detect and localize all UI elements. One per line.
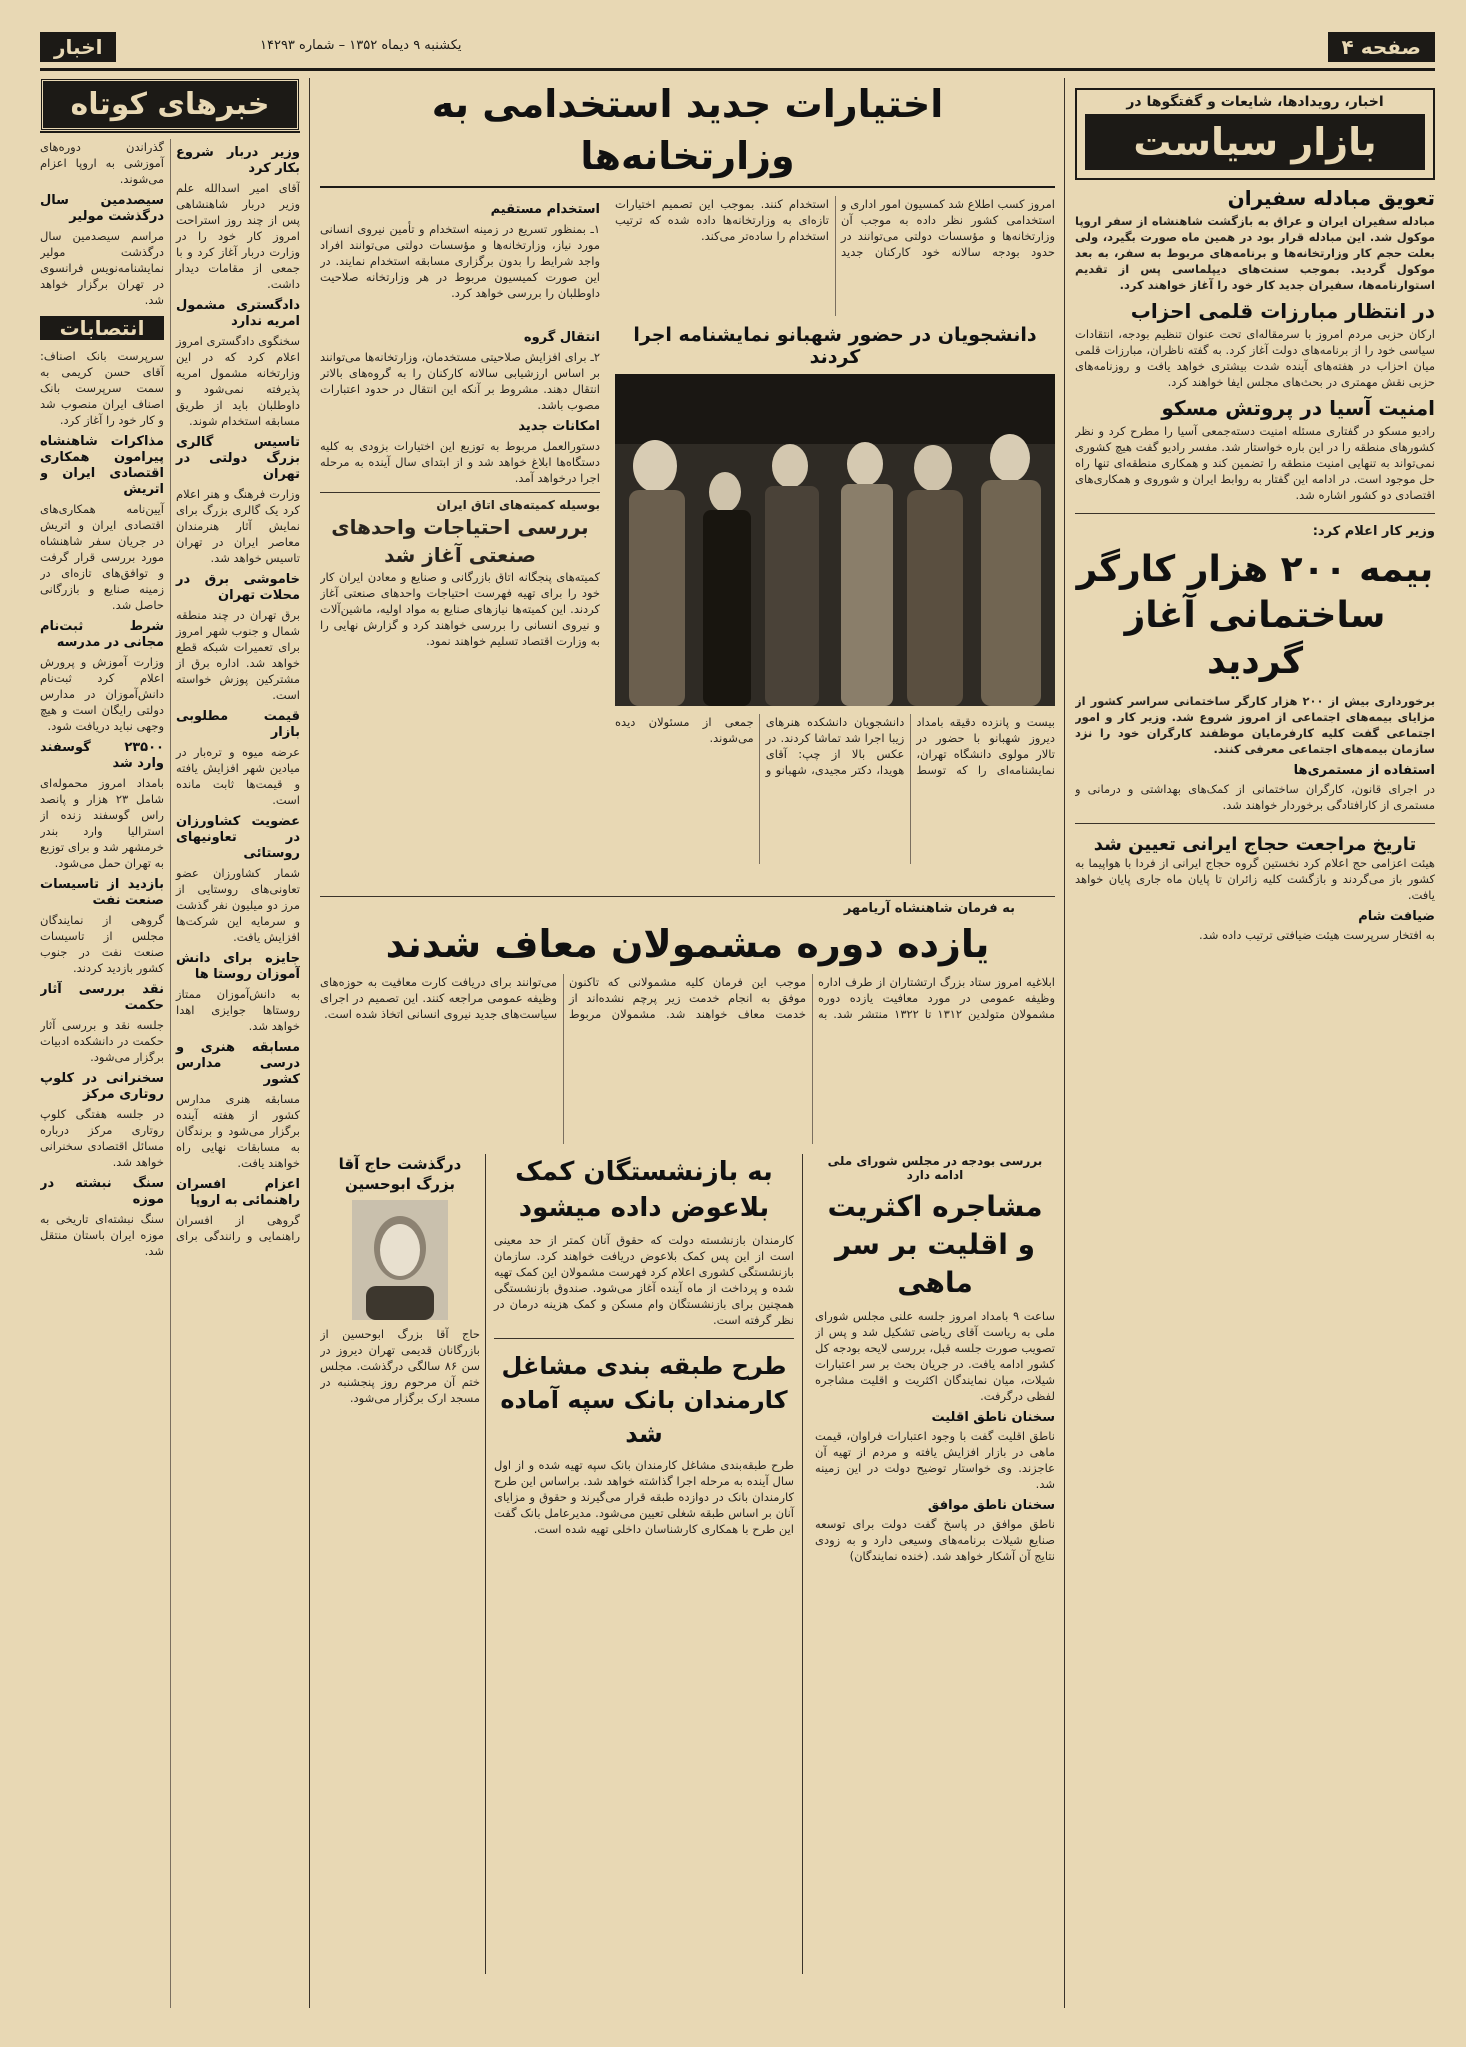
- retire-body: کارمندان بازنشسته دولت که حقوق آنان کمتر از حد معینی است از این پس کمک بلاعوض دریافت خواهند کرد. سازمان بازنشستگی کشوری اعلام کرد فهرست مشمولان این کمک تهیه شده و پرداخت از ماه آینده آغاز می‌شود. صندوق بازنشستگی همچنین برای بازنشستگان وام مسکن و کمک هزینه درمان در نظر گرفته است.: [494, 1233, 794, 1327]
- union-kicker: بوسیله کمیته‌های اتاق ایران: [436, 498, 600, 512]
- budget-sub2: سخنان ناطق موافق: [927, 1498, 1055, 1513]
- workers-headline: بیمه ۲۰۰ هزار کارگر ساختمانی آغاز گردید: [1076, 549, 1434, 682]
- short-item-title: مذاکرات شاهنشاه پیرامون همکاری اقتصادی ایران و اتریش: [40, 434, 164, 497]
- hajj-headline: تاریخ مراجعت حجاج ایرانی تعیین شد: [1093, 834, 1417, 855]
- short-item-body: جلسه نقد و بررسی آثار حکمت در دانشکده ادبیات برگزار می‌شود.: [40, 1018, 164, 1064]
- obit-body: حاج آقا بزرگ ابوحسین از بازرگانان قدیمی تهران دیروز در سن ۸۶ سالگی درگذشت. مجلس ختم آن مرحوم روز پنجشنبه در مسجد ارک برگزار می‌شود.: [320, 1327, 480, 1405]
- short-item: [40, 1071, 164, 1170]
- union-title: بررسی احتیاجات واحدهای صنعتی آغاز شد: [331, 515, 589, 567]
- short-item: [176, 435, 300, 566]
- union-story: [320, 492, 600, 649]
- hajj-h2: ضیافت شام: [1358, 909, 1435, 924]
- portrait-figure: [352, 1200, 448, 1320]
- main-b3: دستورالعمل مربوط به توزیع این اختیارات بزودی به کلیه دستگاه‌ها ابلاغ خواهد شد و از ابتدای سال آینده به مرحله اجرا درخواهد آمد.: [320, 439, 600, 485]
- short-item-body: گروهی از افسران راهنمایی و رانندگی برای گذراندن دوره‌های آموزشی به اروپا اعزام می‌شوند.: [40, 140, 300, 1243]
- short-item: [176, 709, 300, 808]
- bottom-edge: [40, 2010, 1435, 2011]
- short-item: [176, 951, 300, 1034]
- politics-column: [1075, 78, 1435, 2008]
- short-item-title: قیمت مطلوبی بازار: [176, 709, 300, 740]
- short-item-body: وزارت آموزش و پرورش اعلام کرد ثبت‌نام دانش‌آموزان در مدارس دولتی رایگان است و هیچ وجهی نباید دریافت شود.: [40, 655, 164, 733]
- main-sub3: امکانات جدید: [518, 419, 600, 434]
- short-item-body: مراسم سیصدمین سال درگذشت مولیر نمایشنامه‌نویس فرانسوی در تهران برگزار خواهد شد.: [40, 229, 164, 307]
- main-story-cont: [320, 196, 600, 316]
- masthead-bar: [40, 28, 1435, 71]
- budget-sub1: سخنان ناطق اقلیت: [931, 1410, 1055, 1425]
- short-item-title: خاموشی برق در محلات تهران: [176, 572, 300, 603]
- bank-headline: طرح طبقه بندی مشاغل کارمندان بانک سپه آماده شد: [500, 1352, 788, 1448]
- short-item: [40, 982, 164, 1065]
- short-item-title: سخنرانی در کلوپ روتاری مرکز: [40, 1071, 164, 1102]
- date-line: یکشنبه ۹ دیماه ۱۳۵۲ – شماره ۱۴۲۹۳: [260, 38, 462, 53]
- event-photo-figures: [615, 374, 1055, 706]
- short-item-body: مسابقه هنری مدارس کشور از هفته آینده برگزار می‌شود و برندگان به مسابقات نهایی راه خواهند یافت.: [176, 1092, 300, 1170]
- lower-center: [320, 1154, 1055, 1974]
- politics-h2: در انتظار مبارزات قلمی احزاب: [1130, 299, 1435, 323]
- budget-kicker: بررسی بودجه در مجلس شورای ملی ادامه دارد: [827, 1154, 1043, 1182]
- obit-portrait: [352, 1200, 448, 1320]
- budget-story: [815, 1154, 1055, 1974]
- main-b2: ۲ـ برای افزایش صلاحیتی مستخدمان، وزارتخانه‌ها می‌توانند بر اساس ارزشیابی سالانه کارکنان را به گروه‌های بالاتر انتقال دهند. مشروط بر آنکه این انتقال در حدود اعتبارات مصوب باشد.: [320, 350, 600, 412]
- politics-kicker: اخبار، رویدادها، شایعات و گفتگوها در: [1126, 94, 1384, 110]
- center-area: [320, 78, 1055, 2008]
- appointments-title: انتصابات: [40, 316, 164, 340]
- short-item-title: نقد بررسی آثار حکمت: [40, 982, 164, 1013]
- short-item-title: جایزه برای دانش آموزان روستا ها: [176, 951, 300, 982]
- politics-b2: ارکان حزبی مردم امروز با سرمقاله‌ای تحت عنوان تنظیم بودجه، انتقادات سیاسی خود را از برنامه‌های دولت آغاز کرد. به گفته ناظران، مبارزات قلمی میان احزاب در هفته‌های آینده شدت بیشتری خواهد یافت و روزنامه‌های حزبی نقش مهمتری در بحث‌های مجلس ایفا خواهند کرد.: [1075, 327, 1435, 389]
- section-divider: [494, 1338, 794, 1339]
- short-item-body: برق تهران در چند منطقه شمال و جنوب شهر امروز برای تعمیرات شبکه قطع خواهد شد. اداره برق از مشترکین پوزش خواسته است.: [176, 608, 300, 702]
- workers-h2: استفاده از مستمری‌ها: [1293, 763, 1435, 778]
- exempt-headline: یازده دوره مشمولان معاف شدند: [385, 922, 990, 966]
- budget-b2: ناطق موافق در پاسخ گفت دولت برای توسعه صنایع شیلات برنامه‌های وسیعی دارد و به زودی نتایج آن آشکار خواهد شد. (خنده نمایندگان): [815, 1517, 1055, 1563]
- short-item-title: ۲۳۵۰۰ گوسفند وارد شد: [40, 740, 164, 771]
- budget-headline: مشاجره اکثریت و اقلیت بر سر ماهی: [827, 1190, 1043, 1299]
- obit-headline: درگذشت حاج آقا بزرگ ابوحسین: [338, 1155, 462, 1193]
- paper-name: اخبار: [40, 32, 116, 62]
- main-sub1: استخدام مستقیم: [490, 202, 600, 217]
- section-divider: [1075, 823, 1435, 824]
- short-item-title: تاسیس گالری بزرگ دولتی در تهران: [176, 435, 300, 482]
- short-item-body: گروهی از نمایندگان مجلس از تاسیسات صنعت نفت در جنوب کشور بازدید کردند.: [40, 913, 164, 975]
- short-item-title: سیصدمین سال درگذشت مولیر: [40, 193, 164, 224]
- short-news-title: خبرهای کوتاه: [40, 78, 300, 131]
- short-news-column: [40, 78, 300, 2008]
- politics-b1: مبادله سفیران ایران و عراق به بازگشت شاهنشاه از سفر اروپا موکول شد. این مبادله قرار بود در همین ماه صورت بگیرد، ولی بعلت حجم کار وزارتخانه‌ها و برنامه‌های مربوط به سفر، به بعد موکول گردید. بموجب سنت‌های دیپلماسی پس از تقدیم استوارنامه‌ها، سفیران جدید کار خود را آغاز خواهند کرد.: [1075, 214, 1435, 292]
- short-item: [40, 193, 164, 308]
- short-item: [40, 434, 164, 613]
- short-item-body: آقای امیر اسدالله علم وزیر دربار شاهنشاهی پس از چند روز استراحت امروز کار خود را در وزارت دربار آغاز کرد و با جمعی از مقامات دیدار داشت.: [176, 181, 300, 291]
- short-item: [40, 619, 164, 734]
- main-story-top: [615, 196, 1055, 316]
- section-divider: [320, 896, 1055, 897]
- short-item-title: وزیر دربار شروع بکار کرد: [176, 145, 300, 176]
- short-item-title: دادگستری مشمول امریه ندارد: [176, 298, 300, 329]
- main-b1: ۱ـ بمنظور تسریع در زمینه استخدام و تأمین نیروی انسانی مورد نیاز، وزارتخانه‌ها و مؤسسات دولتی می‌توانند افراد واجد شرایط را بدون برگزاری مسابقه استخدام نمایند. در این صورت کمیسیون مربوط در هر وزارتخانه صلاحیت داوطلبان را بررسی خواهد کرد.: [320, 222, 600, 300]
- workers-kicker: وزیر کار اعلام کرد:: [1312, 524, 1435, 539]
- main-intro: امروز کسب اطلاع شد کمسیون امور اداری و استخدامی کشور نظر داده به موجب آن وزارتخانه‌ها و مؤسسات دولتی می‌توانند در حدود بودجه سالانه خود کارکنان جدید استخدام کنند. بموجب این تصمیم اختیارات تازه‌ای به وزارتخانه‌ها داده شده که ترتیب استخدام را ساده‌تر می‌کند.: [615, 197, 1055, 259]
- short-item-body: در جلسه هفتگی کلوپ روتاری مرکز درباره مسائل اقتصادی سخنرانی خواهد شد.: [40, 1107, 164, 1169]
- short-item-body: آیین‌نامه همکاری‌های اقتصادی ایران و اتریش در جریان سفر شاهنشاه مورد بررسی قرار گرفت و توافق‌های تازه‌ای در زمینه صنایع و بازرگانی حاصل شد.: [40, 502, 164, 612]
- union-body: کمیته‌های پنجگانه اتاق بازرگانی و صنایع و معادن ایران کار خود را برای تهیه فهرست احتیاجات واحدهای صنعتی آغاز کردند. این کمیته‌ها نیازهای صنایع به مواد اولیه، ماشین‌آلات و نیروی انسانی را بررسی خواهند کرد و گزارش نهایی را به وزارت اقتصاد تسلیم خواهند نمود.: [320, 570, 600, 648]
- short-item-title: شرط ثبت‌نام مجانی در مدرسه: [40, 619, 164, 650]
- short-item: [40, 1176, 164, 1259]
- short-item-body: سنگ نبشته‌ای تاریخی به موزه ایران باستان منتقل شد.: [40, 1212, 164, 1258]
- short-item: [176, 572, 300, 703]
- event-photo: [615, 374, 1055, 706]
- short-item-body: به دانش‌آموزان ممتاز روستاها جوایزی اهدا خواهد شد.: [176, 987, 300, 1033]
- main-headline: اختیارات جدید استخدامی به وزارتخانه‌ها: [320, 78, 1055, 188]
- section-divider: [1075, 513, 1435, 514]
- bank-body: طرح طبقه‌بندی مشاغل کارمندان بانک سپه تهیه شده و از اول سال آینده به مرحله اجرا گذاشته خواهد شد. براساس این طرح کارمندان بانک در دوازده طبقه قرار می‌گیرند و حقوق و مزایای آنان بر اساس طبقه شغلی تعیین می‌شود. مدیرعامل بانک گفت این طرح با همکاری کارشناسان داخلی تهیه شده است.: [494, 1458, 794, 1536]
- short-item-title: عضویت کشاورزان در تعاونیهای روستائی: [176, 814, 300, 861]
- exempt-kicker: به فرمان شاهنشاه آریامهر: [843, 901, 1015, 916]
- exempt-body-text: ابلاغیه امروز ستاد بزرگ ارتشتاران از طرف اداره وظیفه عمومی در مورد معافیت یازده دوره مشمولان متولدین ۱۳۱۲ تا ۱۳۲۲ منتشر شد. به موجب این فرمان کلیه مشمولانی که تاکنون موفق به انجام خدمت زیر پرچم نشده‌اند از خدمت معاف خواهند شد. مشمولان مربوط می‌توانند برای دریافت کارت معافیت به حوزه‌های وظیفه عمومی مراجعه کنند. این تصمیم در اجرای سیاست‌های جدید نیروی انسانی اتخاذ شده است.: [320, 975, 1055, 1021]
- short-item: [176, 145, 300, 292]
- short-item: [176, 1040, 300, 1171]
- photo-headline: دانشجویان در حضور شهبانو نمایشنامه اجرا کردند: [633, 324, 1037, 368]
- workers-body: برخورداری بیش از ۲۰۰ هزار کارگر ساختمانی سراسر کشور از مزایای بیمه‌های اجتماعی از امروز شروع شد. وزیر کار و امور اجتماعی گفت کلیه کارفرمایان موظفند کارگران خود را نزد سازمان بیمه‌های اجتماعی معرفی کنند.: [1075, 694, 1435, 756]
- newspaper-page: [40, 28, 1435, 2028]
- politics-b3: رادیو مسکو در گفتاری مسئله امنیت دسته‌جمعی آسیا را مطرح کرد و نظر کشورهای منطقه را در این باره خواستار شد. مفسر رادیو گفت هیچ کشوری نمی‌تواند به تنهایی امنیت منطقه را تضمین کند و همکاری منطقه‌ای تنها راه حل موجود است. در ادامه این گفتار به روابط ایران و شوروی و همکاری‌های اقتصادی دو کشور اشاره شد.: [1075, 424, 1435, 502]
- hajj-body: هیئت اعزامی حج اعلام کرد نخستین گروه حجاج ایرانی از فردا با هواپیما به کشور باز می‌گردند و بازگشت کلیه زائران تا پایان ماه جاری پایان خواهد یافت.: [1075, 856, 1435, 902]
- photo-caption: [615, 714, 1055, 864]
- short-item-body: شمار کشاورزان عضو تعاونی‌های روستایی از مرز دو میلیون نفر گذشت و سرمایه این شرکت‌ها افزایش یافت.: [176, 866, 300, 944]
- budget-body: ساعت ۹ بامداد امروز جلسه علنی مجلس شورای ملی به ریاست آقای ریاضی تشکیل شد و پس از تصویب صورت جلسه قبل، بررسی لایحه بودجه کل کشور ادامه یافت. در جریان بحث بر سر اعتبارات شیلات، میان نمایندگان اکثریت و اقلیت مشاجره لفظی درگرفت.: [815, 1309, 1055, 1403]
- retire-story: [485, 1154, 803, 1974]
- main-story-block: [320, 196, 1055, 896]
- appointments-body: سرپرست بانک اصناف: آقای حسن کریمی به سمت سرپرست بانک اصناف ایران منصوب شد و کار خود را آغاز کرد.: [40, 349, 164, 427]
- short-item-body: وزارت فرهنگ و هنر اعلام کرد یک گالری بزرگ برای نمایش آثار هنرمندان معاصر ایران در تهران تاسیس خواهد شد.: [176, 487, 300, 565]
- exempt-body: [320, 974, 1055, 1144]
- main-story-side: [320, 324, 600, 884]
- budget-b1: ناطق اقلیت گفت با وجود اعتبارات فراوان، قیمت ماهی در بازار افزایش یافته و مردم از تهیه آن عاجزند. وی خواستار توضیح دولت در این زمینه شد.: [815, 1429, 1055, 1491]
- short-item-title: بازدید از تاسیسات صنعت نفت: [40, 877, 164, 908]
- photo-block: [615, 324, 1055, 864]
- photo-caption-text: بیست و پانزده دقیقه بامداد دیروز شهبانو با حضور در تالار مولوی دانشگاه تهران، نمایشنامه‌ای را که توسط دانشجویان دانشکده هنرهای زیبا اجرا شد تماشا کردند. در عکس بالا از چپ: آقای هویدا، دکتر مجیدی، شهبانو و جمعی از مسئولان دیده می‌شوند.: [615, 715, 1055, 777]
- short-item: [40, 877, 164, 976]
- short-item: [40, 740, 164, 871]
- politics-h1: تعویق مبادله سفیران: [1227, 186, 1435, 210]
- politics-header: [1075, 88, 1435, 180]
- short-item-body: بامداد امروز محموله‌ای شامل ۲۳ هزار و پانصد راس گوسفند زنده از استرالیا وارد بندر خرمشهر شد و برای توزیع به تهران حمل می‌شود.: [40, 776, 164, 870]
- politics-title: بازار سیاست: [1085, 114, 1425, 170]
- column-rule: [309, 78, 310, 2008]
- short-item-body: سخنگوی دادگستری امروز اعلام کرد که در این وزارتخانه مشمول امریه پذیرفته نمی‌شود و داوطلبان باید از طریق مسابقه استخدام شوند.: [176, 334, 300, 428]
- short-item-title: اعزام افسران راهنمائی به اروپا: [176, 1177, 300, 1208]
- main-sub2: انتقال گروه: [523, 330, 600, 345]
- short-item: [176, 814, 300, 945]
- politics-h3: امنیت آسیا در پروتش مسکو: [1161, 396, 1435, 420]
- page-label: صفحه ۴: [1328, 32, 1435, 62]
- workers-b2: در اجرای قانون، کارگران ساختمانی از کمک‌های بهداشتی و درمانی و مستمری از کارافتادگی برخوردار خواهند شد.: [1075, 782, 1435, 812]
- column-rule: [1064, 78, 1065, 2008]
- short-item-body: عرضه میوه و تره‌بار در میادین شهر افزایش یافته و قیمت‌ها ثابت مانده است.: [176, 745, 300, 807]
- short-item: [176, 298, 300, 429]
- hajj-b2: به افتخار سرپرست هیئت ضیافتی ترتیب داده شد.: [1199, 928, 1435, 942]
- short-item-title: مسابقه هنری و درسی مدارس کشور: [176, 1040, 300, 1087]
- obit-story: [320, 1154, 480, 1974]
- retire-headline: به بازنشستگان کمک بلاعوض داده میشود: [515, 1157, 773, 1223]
- short-item-title: سنگ نبشته در موزه: [40, 1176, 164, 1207]
- short-news-columns: [40, 139, 300, 2008]
